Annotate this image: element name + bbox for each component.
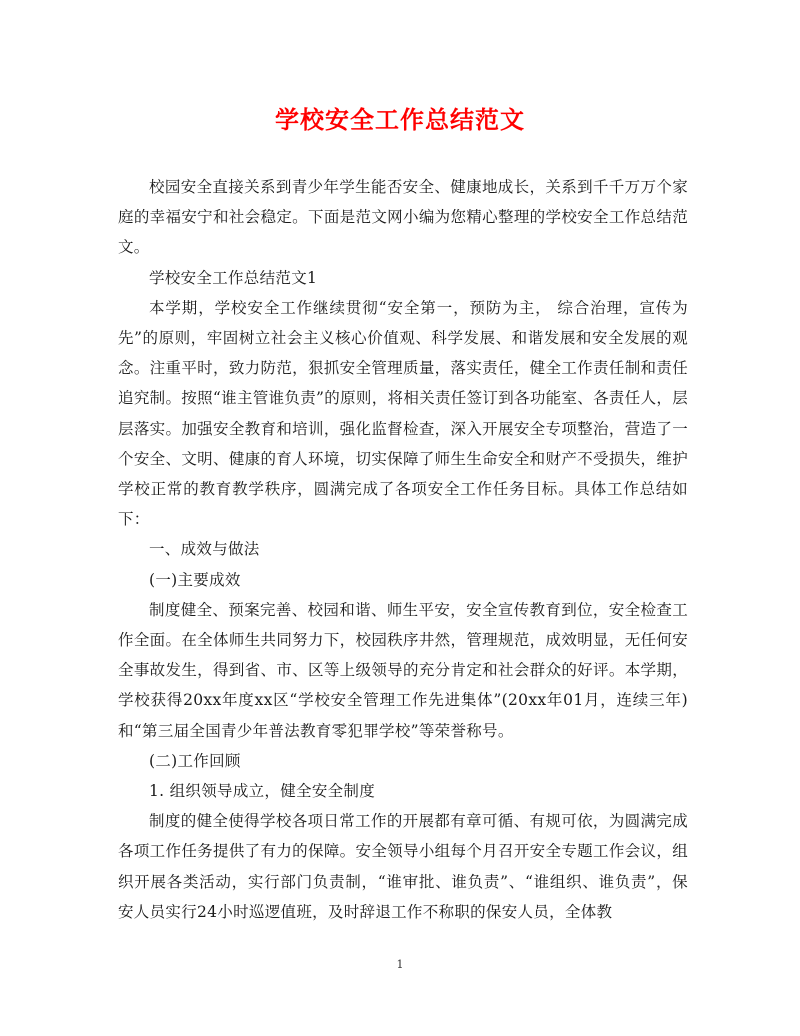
document-title: 学校安全工作总结范文 xyxy=(275,105,525,134)
paragraph-main-results: 制度健全、预案完善、校园和谐、师生平安，安全宣传教育到位，安全检查工作全面。在全体师生共同努力下，校园秩序井然，管理规范，成效明显，无任何安全事故发生，得到省、市、区等上级领导的充分肯定和社会群众的好评。本学期，学校获得20xx年度xx区“学校安全管理工作先进集体”(20xx年01月，连续三年)和“第三届全国青少年普法教育零犯罪学校”等荣誉称号。 xyxy=(118,600,688,740)
item-heading-organization: 1. 组织领导成立，健全安全制度 xyxy=(149,782,376,801)
page-number: 1 xyxy=(396,958,404,971)
paragraph-overview: 本学期，学校安全工作继续贯彻“安全第一，预防为主， 综合治理，宣传为先”的原则，牢固树立社会主义核心价值观、科学发展、和谐发展和安全发展的观念。注重平时，致力防范，狠抓安全管理质量，落实责任，健全工作责任制和责任追究制。按照“谁主管谁负责”的原则，将相关责任签订到各功能室、各责任人，层层落实。加强安全教育和培训，强化监督检查，深入开展安全专项整治，营造了一个安全、文明、健康的育人环境，切实保障了师生生命安全和财产不受损失，维护学校正常的教育教学秩序，圆满完成了各项安全工作任务目标。具体工作总结如下： xyxy=(118,298,688,529)
section-heading-sample-1: 学校安全工作总结范文1 xyxy=(149,268,318,287)
subsection-heading-review: (二)工作回顾 xyxy=(149,751,241,770)
section-heading-results: 一、成效与做法 xyxy=(149,540,260,559)
subsection-heading-main-results: (一)主要成效 xyxy=(149,570,241,589)
paragraph-system: 制度的健全使得学校各项日常工作的开展都有章可循、有规可依，为圆满完成各项工作任务提供了有力的保障。安全领导小组每个月召开安全专题工作会议，组织开展各类活动，实行部门负责制，“谁审批、谁负责”、“谁组织、谁负责”，保安人员实行24小时巡逻值班，及时辞退工作不称职的保安人员，全体教 xyxy=(118,812,688,921)
paragraph-intro: 校园安全直接关系到青少年学生能否安全、健康地成长，关系到千千万万个家庭的幸福安宁和社会稳定。下面是范文网小编为您精心整理的学校安全工作总结范文。 xyxy=(118,178,688,257)
document-body xyxy=(118,172,688,927)
